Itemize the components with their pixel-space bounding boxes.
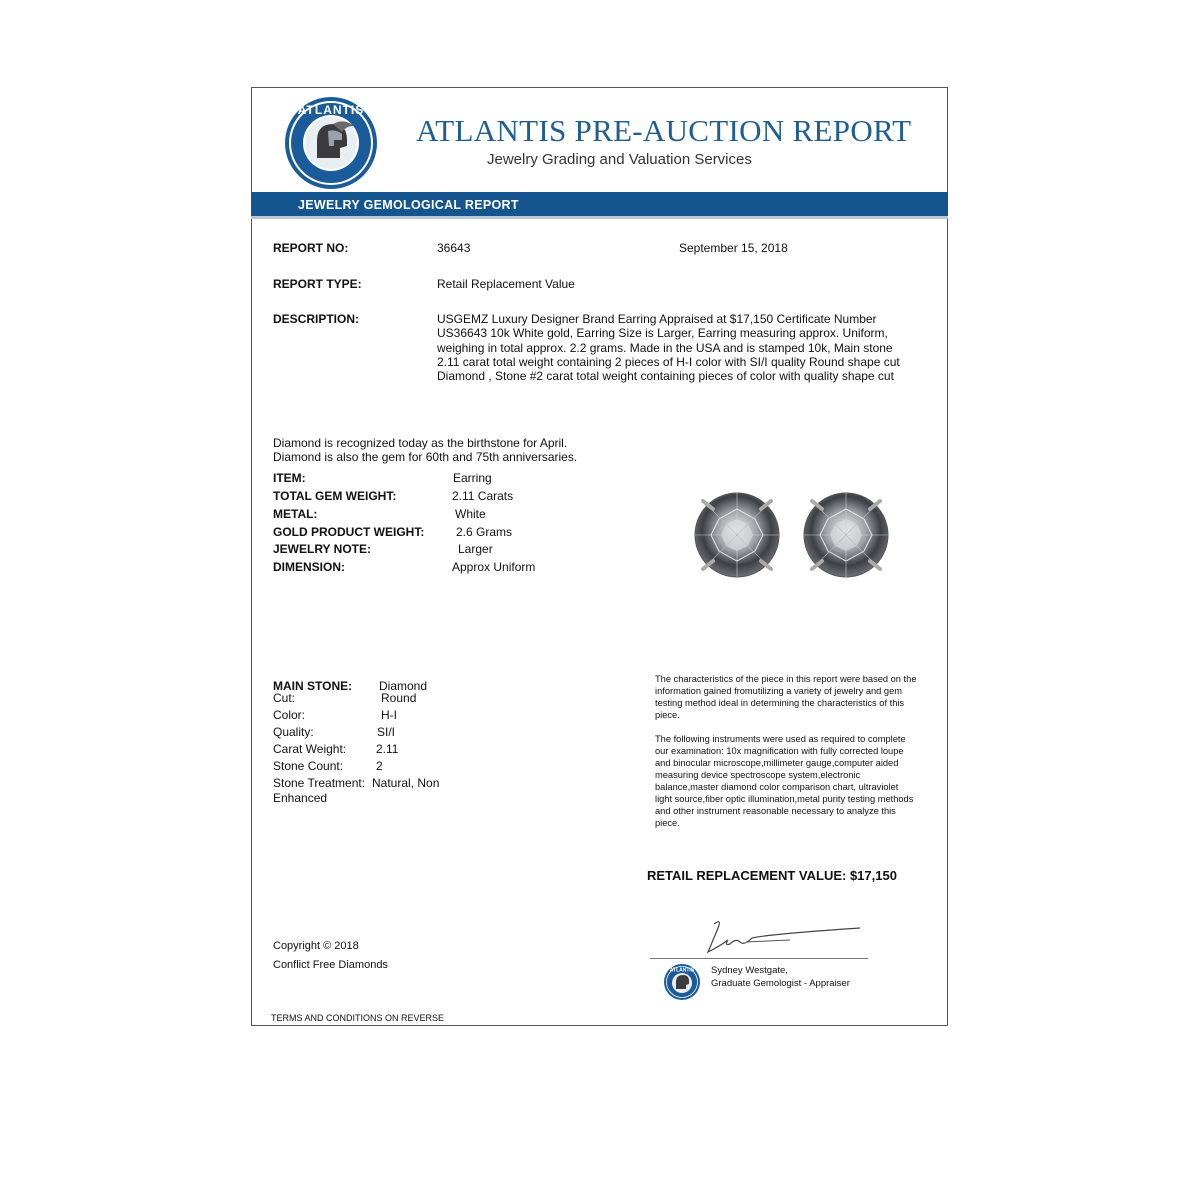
signature-line <box>650 958 868 959</box>
report-no-value: 36643 <box>437 241 471 255</box>
diamond-earring-left <box>691 489 783 581</box>
color-label: Color: <box>273 708 306 722</box>
company-text: Conflict Free Diamonds <box>273 959 388 971</box>
gold-weight-label: GOLD PRODUCT WEIGHT: <box>273 525 425 539</box>
carat-weight-label: Carat Weight: <box>273 742 347 756</box>
dimension-value: Approx Uniform <box>452 560 536 574</box>
jewelry-note-label: JEWELRY NOTE: <box>273 542 372 556</box>
total-gem-weight-label: TOTAL GEM WEIGHT: <box>273 489 397 503</box>
item-label: ITEM: <box>273 471 306 485</box>
description-label: DESCRIPTION: <box>273 312 360 326</box>
jewelry-note-value: Larger <box>458 542 493 556</box>
signer-title: Graduate Gemologist - Appraiser <box>711 978 850 989</box>
quality-value: SI/I <box>377 725 396 739</box>
carat-weight-value: 2.11 <box>376 742 399 756</box>
notes-paragraph-2: The following instruments were used as required to complete our examination: 10x magnification with fully corrected loupe and binocular microscope,millimeter gauge,computer aided measuring device spectroscope system,electronic balance,master diamond color comparison chart, ultraviolet light source,fiber optic illumination,metal purity testing methods and other instrument reasonable necessary to analyze this piece. <box>655 734 914 828</box>
badge-text: ATLANTIS <box>669 967 695 974</box>
metal-label: METAL: <box>273 507 318 521</box>
quality-label: Quality: <box>273 725 314 739</box>
copyright-text: Copyright © 2018 <box>273 940 359 952</box>
report-no-label: REPORT NO: <box>273 241 349 255</box>
report-title: ATLANTIS PRE-AUCTION REPORT <box>416 113 912 148</box>
stone-treatment-value: Natural, Non <box>372 776 440 790</box>
notes-paragraph-1: The characteristics of the piece in this report were based on the information gained fromutilizing a variety of jewelry and gem testing method ideal in determining the characteristics of this piece. <box>655 674 917 720</box>
diamond-earring-right <box>800 489 892 581</box>
birthstone-line-1: Diamond is recognized today as the birthstone for April. <box>273 436 568 450</box>
report-subtitle: Jewelry Grading and Valuation Services <box>487 151 752 168</box>
stone-treatment-label: Stone Treatment: <box>273 776 366 790</box>
stone-count-value: 2 <box>376 759 383 773</box>
logo-text-top: ATLANTIS <box>297 103 365 117</box>
report-type-label: REPORT TYPE: <box>273 277 362 291</box>
cut-value: Round <box>381 691 417 705</box>
cut-label: Cut: <box>273 691 296 705</box>
atlantis-logo <box>284 96 378 190</box>
stone-count-label: Stone Count: <box>273 759 344 773</box>
atlantis-badge-icon <box>663 963 701 1001</box>
color-value: H-I <box>381 708 397 722</box>
main-stone-value: Diamond <box>379 679 428 693</box>
report-date: September 15, 2018 <box>679 241 788 255</box>
dimension-label: DIMENSION: <box>273 560 345 574</box>
band-title: JEWELRY GEMOLOGICAL REPORT <box>298 198 519 212</box>
total-gem-weight-value: 2.11 Carats <box>452 489 514 503</box>
metal-value: White <box>455 507 486 521</box>
report-type-value: Retail Replacement Value <box>437 277 575 291</box>
stone-treatment-value-2: Enhanced <box>273 791 328 805</box>
birthstone-line-2: Diamond is also the gem for 60th and 75th anniversaries. <box>273 450 578 464</box>
terms-text: TERMS AND CONDITIONS ON REVERSE <box>271 1013 445 1023</box>
signature-image <box>700 916 870 962</box>
gold-weight-value: 2.6 Grams <box>456 525 513 539</box>
main-stone-label: MAIN STONE: <box>273 679 353 693</box>
item-value: Earring <box>453 471 492 485</box>
retail-replacement-value: RETAIL REPLACEMENT VALUE: $17,150 <box>647 868 897 883</box>
description-text: USGEMZ Luxury Designer Brand Earring Appraised at $17,150 Certificate Number US36643 10k White gold, Earring Size is Larger, Earring measuring approx. Uniform, weighing in total approx. 2.2 grams. Made in the USA and is stamped 10k, Main stone 2.11 carat total weight containing 2 pieces of H-I color with SI/I quality Round shape cut Diamond , Stone #2 carat total weight containing pieces of color with quality shape cut <box>437 312 900 384</box>
signer-name: Sydney Westgate, <box>711 965 788 976</box>
